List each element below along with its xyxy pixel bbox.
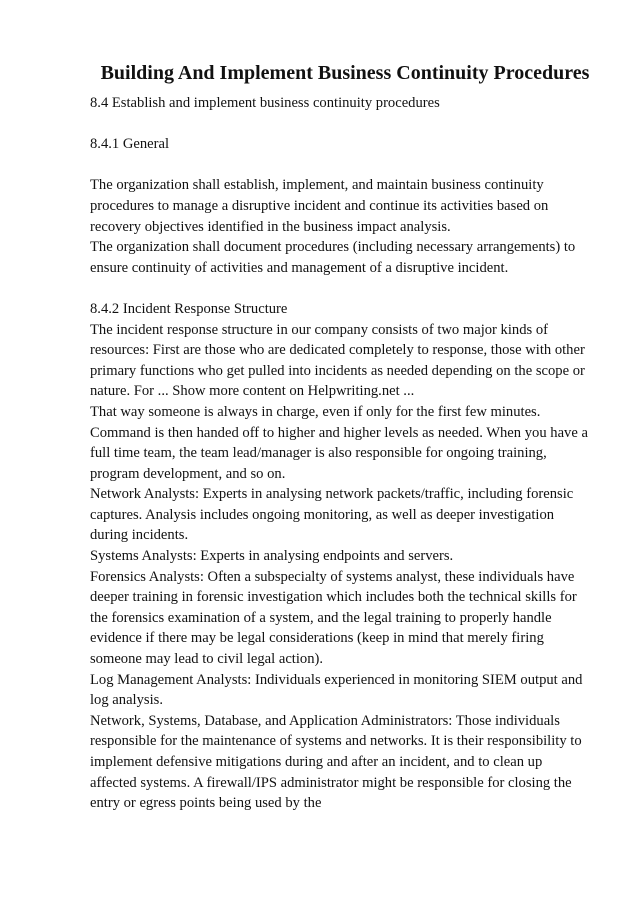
text-line: Command is then handed off to higher and higher levels as needed. When you have a (90, 424, 588, 441)
text-line: The organization shall document procedures (including necessary arrangements) to (90, 239, 576, 256)
incident-paragraph (90, 320, 638, 814)
document-title: Building And Implement Business Continuity Procedures (100, 62, 590, 84)
text-line: Forensics Analysts: Often a subspecialty of systems analyst, these individuals have (90, 568, 575, 585)
text-line: evidence if there may be legal considerations (keep in mind that merely firing (90, 630, 544, 647)
text-line: Network, Systems, Database, and Application Administrators: Those individuals (90, 712, 560, 729)
text-line: resources: First are those who are dedicated completely to response, those with other (90, 342, 585, 359)
text-line: deeper training in forensic investigation which includes both the technical skills for (90, 589, 577, 606)
text-line: That way someone is always in charge, even if only for the first few minutes. (90, 403, 541, 420)
text-line: captures. Analysis includes ongoing monitoring, as well as deeper investigation (90, 506, 555, 523)
text-line: ensure continuity of activities and management of a disruptive incident. (90, 259, 509, 276)
text-line: program development, and so on. (90, 465, 286, 482)
text-line: the forensics examination of a system, and the legal training to properly handle (90, 609, 552, 626)
text-line: Systems Analysts: Experts in analysing endpoints and servers. (90, 548, 454, 565)
text-line: during incidents. (90, 527, 189, 544)
text-line: Log Management Analysts: Individuals experienced in monitoring SIEM output and (90, 671, 583, 688)
text-line: full time team, the team lead/manager is also responsible for ongoing training, (90, 445, 547, 462)
text-line: primary functions who get pulled into incidents as needed depending on the scope or (90, 362, 585, 379)
subsection-incident-heading: 8.4.2 Incident Response Structure (90, 300, 288, 317)
section-heading: 8.4 Establish and implement business continuity procedures (90, 95, 440, 111)
general-paragraph (90, 175, 638, 278)
text-line: implement defensive mitigations during and after an incident, and to clean up (90, 754, 543, 770)
text-line: procedures to manage a disruptive incident and continue its activities based on (90, 197, 549, 214)
text-line: responsible for the maintenance of systems and networks. It is their responsibility to (90, 733, 582, 750)
subsection-general-heading: 8.4.1 General (90, 136, 170, 153)
text-line: affected systems. A firewall/IPS administrator might be responsible for closing the (90, 774, 572, 791)
document-body (90, 93, 638, 814)
text-line: someone may lead to civil legal action). (90, 651, 324, 668)
text-line: entry or egress points being used by the (90, 795, 322, 812)
text-line: recovery objectives identified in the business impact analysis. (90, 218, 451, 235)
text-line: log analysis. (90, 692, 163, 709)
text-line: nature. For ... Show more content on Helpwriting.net ... (90, 383, 415, 400)
text-line: Network Analysts: Experts in analysing network packets/traffic, including forensic (90, 486, 574, 503)
text-line: The incident response structure in our company consists of two major kinds of (90, 321, 548, 338)
text-line: The organization shall establish, implement, and maintain business continuity (90, 177, 544, 194)
